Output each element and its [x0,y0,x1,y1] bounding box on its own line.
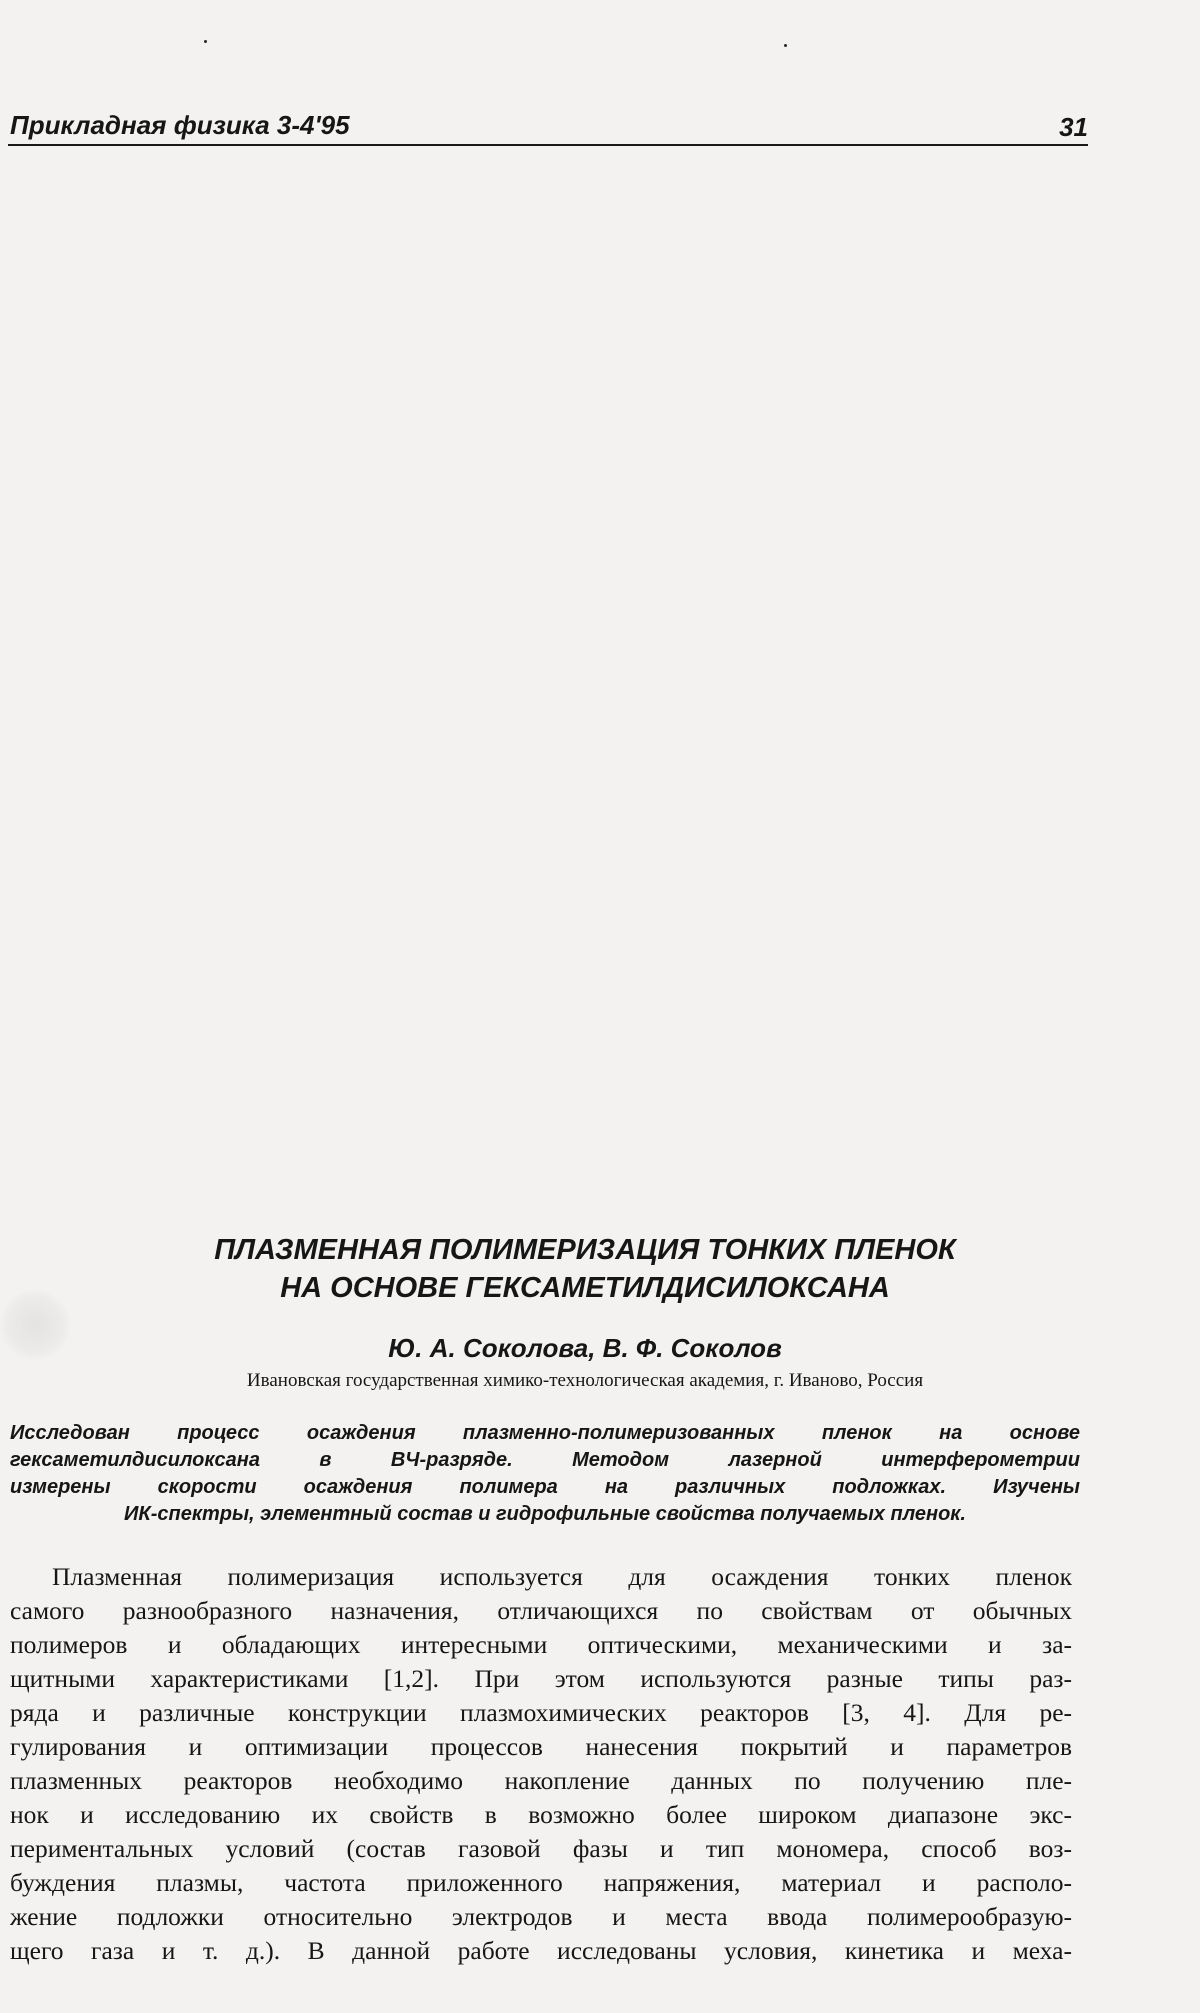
body-line: плазменных реакторов необходимо накопление данных по получению пле- [10,1766,1072,1795]
journal-title: Прикладная физика 3-4'95 [10,110,350,140]
body-line: ряда и различные конструкции плазмохимических реакторов [3, 4]. Для ре- [10,1698,1072,1727]
body-line: Плазменная полимеризация используется для осаждения тонких пленок [52,1562,1072,1591]
running-header [8,104,1088,146]
article-title-line-2: НА ОСНОВЕ ГЕКСАМЕТИЛДИСИЛОКСАНА [280,1272,890,1304]
body-line: периментальных условий (состав газовой фазы и тип мономера, способ воз- [10,1834,1072,1863]
article-title-line-1: ПЛАЗМЕННАЯ ПОЛИМЕРИЗАЦИЯ ТОНКИХ ПЛЕНОК [214,1234,956,1266]
page-number: 31 [1059,112,1088,142]
body-line: нок и исследованию их свойств в возможно более широком диапазоне экс- [10,1800,1072,1829]
abstract-line: гексаметилдисилоксана в ВЧ-разряде. Методом лазерной интерферометрии [10,1449,1080,1471]
scan-speck [784,44,787,47]
scan-speck [204,40,207,43]
abstract-line: ИК-спектры, элементный состав и гидрофильные свойства получаемых пленок. [124,1503,966,1525]
body-line: жение подложки относительно электродов и места ввода полимерообразую- [10,1902,1072,1931]
body-line: буждения плазмы, частота приложенного напряжения, материал и располо- [10,1868,1072,1897]
abstract-line: измерены скорости осаждения полимера на различных подложках. Изучены [10,1476,1080,1498]
affiliation: Ивановская государственная химико-технологическая академия, г. Иваново, Россия [246,1370,924,1391]
body-line: щитными характеристиками [1,2]. При этом используются разные типы раз- [10,1664,1072,1693]
body-line: гулирования и оптимизации процессов нанесения покрытий и параметров [10,1732,1072,1761]
body-line: самого разнообразного назначения, отличающихся по свойствам от обычных [10,1596,1072,1625]
authors: Ю. А. Соколова, В. Ф. Соколов [388,1333,782,1363]
body-line: полимеров и обладающих интересными оптическими, механическими и за- [10,1630,1072,1659]
body-line: щего газа и т. д.). В данной работе исследованы условия, кинетика и меха- [10,1936,1072,1965]
abstract-line: Исследован процесс осаждения плазменно-полимеризованных пленок на основе [10,1422,1080,1444]
